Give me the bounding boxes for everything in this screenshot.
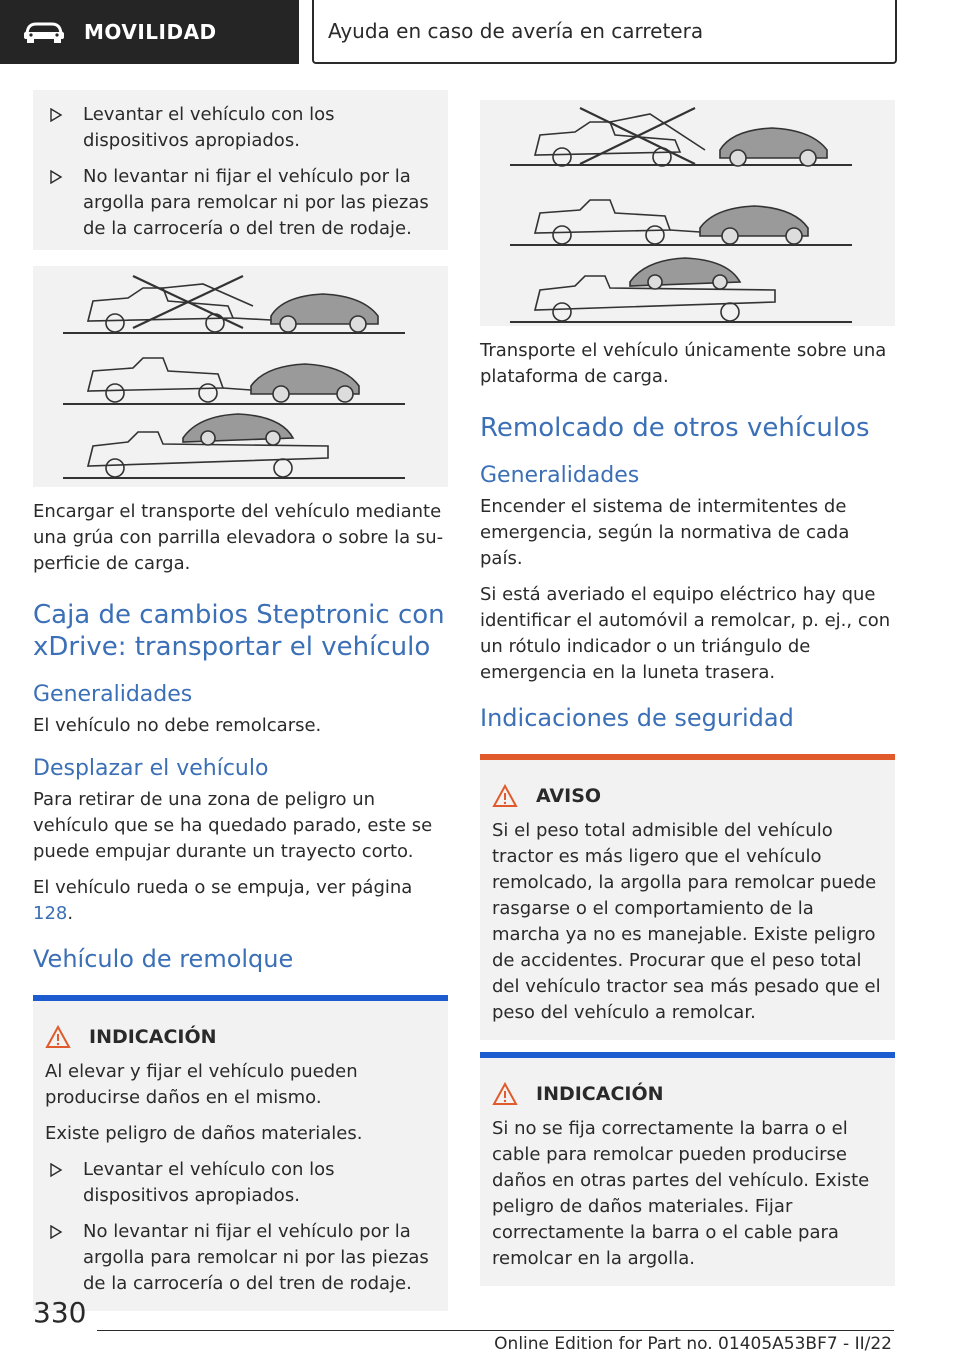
triangle-bullet-icon: [49, 170, 63, 184]
bullet-list: [41, 1157, 440, 1297]
chapter-title: Ayuda en caso de avería en carretera: [328, 19, 704, 43]
section-title: MOVILIDAD: [84, 20, 217, 44]
notice-box: [33, 995, 448, 1311]
paragraph: Para retirar de una zona de peligro un vehículo que se ha quedado parado, este se puede empujar durante un trayecto corto.: [33, 789, 433, 862]
warning-text: Si el peso total admisible del vehículo tractor es más ligero que el vehículo remolcado, la argolla para remolcar puede rasgarse o el comportamiento de la marcha ya no es manejable. Existe peligro de accidentes. Procurar que el peso total del vehículo tractor sea más pesado que el peso del vehículo a remolcar.: [492, 820, 881, 1023]
list-item: Levantar el vehículo con los dispositivos apropiados.: [41, 1157, 440, 1209]
tow-truck-illustration: [33, 266, 448, 487]
notice-text: Al elevar y fijar el vehículo pueden producirse daños en el mismo.: [45, 1061, 358, 1108]
warning-triangle-icon: [492, 1082, 518, 1106]
bullets-box: [33, 90, 448, 250]
notice-title: INDICACIÓN: [45, 1025, 440, 1049]
heading-generalidades: Generalidades: [480, 463, 640, 488]
warning-title: AVISO: [492, 784, 887, 808]
right-column: [480, 100, 895, 1286]
warning-box: [480, 754, 895, 1040]
heading-steptronic: Caja de cambios Steptronic con xDrive: transportar el vehículo: [33, 600, 445, 662]
flatbed-illustration: [480, 100, 895, 326]
figure-caption: Encargar el transporte del vehículo mediante una grúa con parrilla elevadora o sobre la superficie de carga.: [33, 501, 444, 574]
paragraph-page-ref: El vehículo rueda o se empuja, ver página 128.: [33, 877, 413, 924]
triangle-bullet-icon: [49, 1225, 63, 1239]
warning-triangle-icon: [45, 1025, 71, 1049]
footer-divider: [97, 1330, 894, 1331]
page-link[interactable]: 128: [33, 903, 68, 924]
edition-note: Online Edition for Part no. 01405A53BF7 - II/22: [494, 1334, 892, 1354]
car-icon: [22, 20, 66, 44]
triangle-bullet-icon: [49, 108, 63, 122]
section-header: [0, 0, 299, 64]
paragraph: Si está averiado el equipo eléctrico hay que identificar el automóvil a remolcar, p. ej., con un rótulo indicador o un triángulo de emergencia en la luneta trasera.: [480, 584, 891, 683]
list-item: No levantar ni fijar el vehículo por la argolla para remolcar ni por las piezas de la carrocería o del tren de rodaje.: [41, 1219, 440, 1297]
heading-desplazar: Desplazar el vehículo: [33, 756, 269, 781]
chapter-header: [312, 0, 897, 64]
notice-title: INDICACIÓN: [492, 1082, 887, 1106]
list-item: No levantar ni fijar el vehículo por la argolla para remolcar ni por las piezas de la carrocería o del tren de rodaje.: [41, 164, 440, 242]
figure-caption: Transporte el vehículo únicamente sobre una plataforma de carga.: [480, 340, 887, 387]
bullet-list: [41, 102, 440, 242]
list-item: Levantar el vehículo con los dispositivos apropiados.: [41, 102, 440, 154]
notice-box: [480, 1052, 895, 1286]
tow-truck-illustration: [480, 100, 895, 326]
heading-generalidades: Generalidades: [33, 682, 193, 707]
paragraph: Encender el sistema de intermitentes de emergencia, según la normativa de cada país.: [480, 496, 850, 569]
notice-text: Existe peligro de daños materiales.: [45, 1123, 363, 1144]
heading-seguridad: Indicaciones de seguridad: [480, 704, 794, 732]
heading-remolcado: Remolcado de otros vehículos: [480, 413, 870, 443]
tow-illustration: [33, 266, 448, 487]
heading-remolque: Vehículo de remolque: [33, 945, 294, 973]
left-column: [33, 90, 448, 1311]
paragraph: El vehículo no debe remolcarse.: [33, 715, 322, 736]
triangle-bullet-icon: [49, 1163, 63, 1177]
warning-triangle-icon: [492, 784, 518, 808]
notice-text: Si no se fija correctamente la barra o el cable para remolcar pueden producirse daños en otras partes del vehículo. Existe peligro de daños materiales. Fijar correctamente la barra o el cable para remolcar en la argolla.: [492, 1118, 870, 1269]
page-number: 330: [33, 1296, 87, 1329]
